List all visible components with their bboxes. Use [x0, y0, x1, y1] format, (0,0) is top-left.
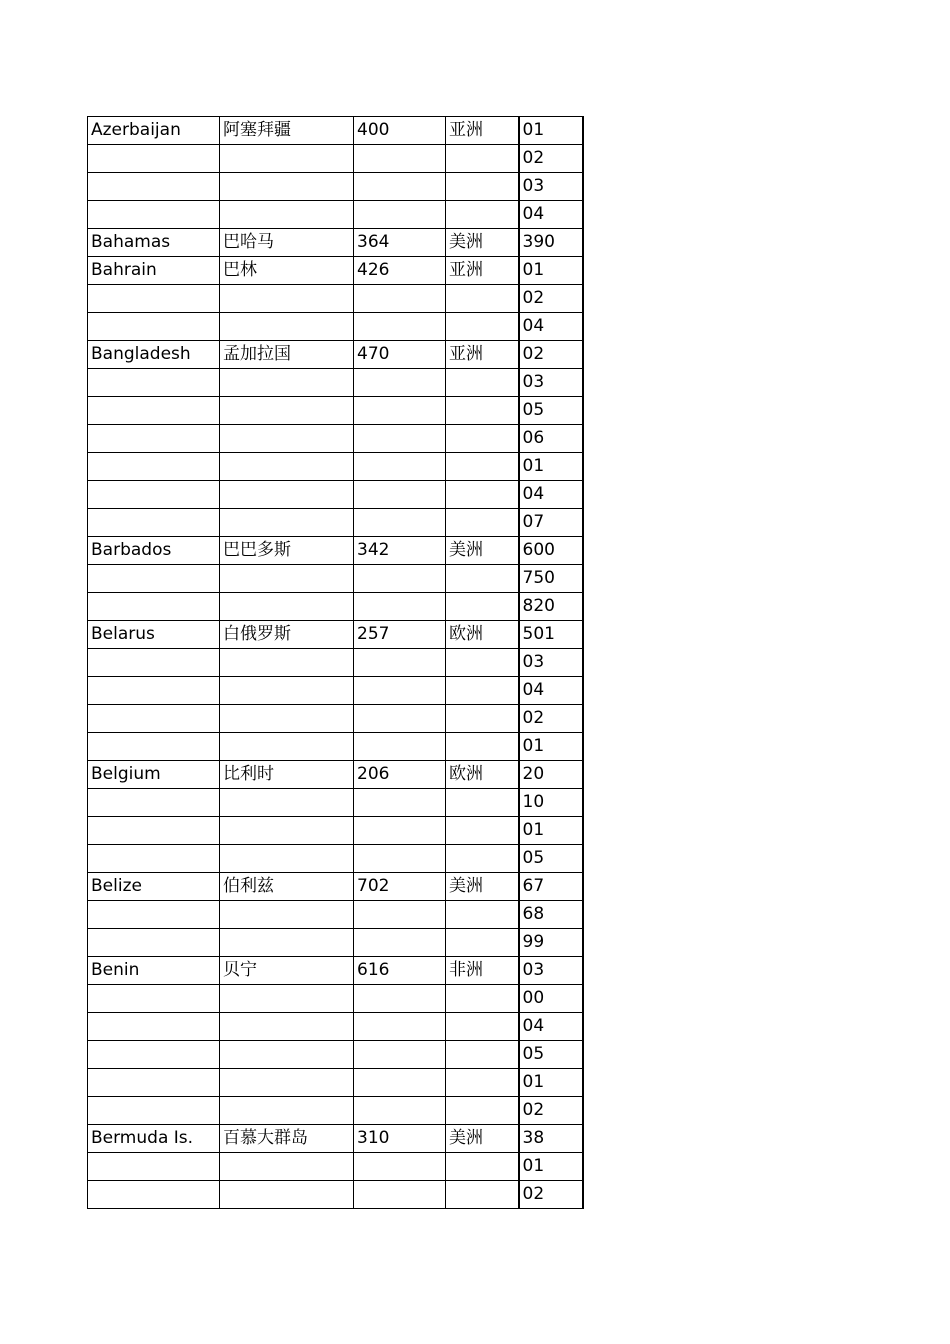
- country-code-table: [87, 116, 584, 1209]
- country-name-zh-cell: [220, 789, 354, 817]
- continent-cell: [446, 509, 519, 537]
- table-row: [88, 1153, 583, 1181]
- continent-cell: 亚洲: [446, 341, 519, 369]
- country-name-zh-cell: [220, 1013, 354, 1041]
- country-code-cell: 400: [354, 117, 446, 145]
- sub-code-cell: 67: [519, 873, 583, 901]
- country-name-zh-cell: 贝宁: [220, 957, 354, 985]
- country-name-en-cell: [88, 145, 220, 173]
- table-row: [88, 1125, 583, 1153]
- table-row: [88, 705, 583, 733]
- sub-code-cell: 07: [519, 509, 583, 537]
- country-name-zh-cell: [220, 1097, 354, 1125]
- country-code-cell: 616: [354, 957, 446, 985]
- country-name-en-cell: [88, 397, 220, 425]
- country-name-en-cell: [88, 1069, 220, 1097]
- continent-cell: [446, 201, 519, 229]
- country-name-en-cell: [88, 593, 220, 621]
- country-code-cell: 310: [354, 1125, 446, 1153]
- country-name-en-cell: Belarus: [88, 621, 220, 649]
- country-name-en-cell: Bangladesh: [88, 341, 220, 369]
- country-name-en-cell: [88, 565, 220, 593]
- country-name-en-cell: [88, 649, 220, 677]
- table-row: [88, 677, 583, 705]
- country-code-cell: [354, 845, 446, 873]
- country-name-en-cell: [88, 1097, 220, 1125]
- sub-code-cell: 03: [519, 173, 583, 201]
- continent-cell: [446, 1013, 519, 1041]
- country-name-zh-cell: [220, 397, 354, 425]
- country-name-en-cell: [88, 173, 220, 201]
- country-code-cell: [354, 1097, 446, 1125]
- country-name-zh-cell: [220, 593, 354, 621]
- country-name-zh-cell: [220, 985, 354, 1013]
- country-code-cell: 206: [354, 761, 446, 789]
- country-name-en-cell: [88, 1153, 220, 1181]
- continent-cell: [446, 845, 519, 873]
- sub-code-cell: 01: [519, 733, 583, 761]
- sub-code-cell: 20: [519, 761, 583, 789]
- continent-cell: [446, 985, 519, 1013]
- table-row: [88, 1041, 583, 1069]
- country-name-zh-cell: 巴哈马: [220, 229, 354, 257]
- sub-code-cell: 02: [519, 1181, 583, 1209]
- sub-code-cell: 00: [519, 985, 583, 1013]
- country-name-zh-cell: [220, 481, 354, 509]
- table-row: [88, 621, 583, 649]
- table-row: [88, 1069, 583, 1097]
- sub-code-cell: 02: [519, 341, 583, 369]
- country-code-cell: [354, 1013, 446, 1041]
- country-name-en-cell: Bermuda Is.: [88, 1125, 220, 1153]
- country-code-cell: [354, 1041, 446, 1069]
- country-code-cell: [354, 369, 446, 397]
- table-row: [88, 397, 583, 425]
- table-row: [88, 257, 583, 285]
- country-name-zh-cell: [220, 173, 354, 201]
- continent-cell: [446, 1181, 519, 1209]
- country-name-zh-cell: [220, 145, 354, 173]
- country-name-zh-cell: 巴林: [220, 257, 354, 285]
- country-code-cell: [354, 985, 446, 1013]
- country-name-en-cell: Belgium: [88, 761, 220, 789]
- sub-code-cell: 501: [519, 621, 583, 649]
- country-name-zh-cell: [220, 453, 354, 481]
- sub-code-cell: 04: [519, 677, 583, 705]
- country-name-zh-cell: [220, 705, 354, 733]
- continent-cell: 欧洲: [446, 761, 519, 789]
- sub-code-cell: 01: [519, 817, 583, 845]
- continent-cell: [446, 901, 519, 929]
- country-code-cell: [354, 145, 446, 173]
- continent-cell: [446, 565, 519, 593]
- sub-code-cell: 600: [519, 537, 583, 565]
- country-name-en-cell: [88, 453, 220, 481]
- sub-code-cell: 04: [519, 201, 583, 229]
- table-row: [88, 201, 583, 229]
- table-row: [88, 537, 583, 565]
- table-row: [88, 341, 583, 369]
- continent-cell: [446, 285, 519, 313]
- table-row: [88, 369, 583, 397]
- continent-cell: [446, 789, 519, 817]
- table-row: [88, 509, 583, 537]
- sub-code-cell: 38: [519, 1125, 583, 1153]
- table-row: [88, 593, 583, 621]
- country-code-cell: [354, 481, 446, 509]
- country-code-cell: [354, 173, 446, 201]
- continent-cell: [446, 705, 519, 733]
- country-name-en-cell: [88, 677, 220, 705]
- country-name-zh-cell: [220, 1069, 354, 1097]
- country-name-zh-cell: 白俄罗斯: [220, 621, 354, 649]
- country-code-cell: [354, 201, 446, 229]
- country-name-en-cell: [88, 901, 220, 929]
- sub-code-cell: 04: [519, 1013, 583, 1041]
- sub-code-cell: 05: [519, 397, 583, 425]
- country-name-en-cell: [88, 817, 220, 845]
- table-row: [88, 873, 583, 901]
- table-row: [88, 1013, 583, 1041]
- continent-cell: [446, 733, 519, 761]
- sub-code-cell: 01: [519, 1069, 583, 1097]
- country-code-cell: [354, 733, 446, 761]
- continent-cell: [446, 929, 519, 957]
- sub-code-cell: 02: [519, 145, 583, 173]
- country-code-cell: 257: [354, 621, 446, 649]
- table-row: [88, 453, 583, 481]
- table-row: [88, 789, 583, 817]
- continent-cell: [446, 425, 519, 453]
- country-name-en-cell: Barbados: [88, 537, 220, 565]
- country-name-zh-cell: [220, 313, 354, 341]
- country-code-cell: [354, 677, 446, 705]
- sub-code-cell: 01: [519, 117, 583, 145]
- country-code-cell: [354, 789, 446, 817]
- country-name-en-cell: [88, 1041, 220, 1069]
- sub-code-cell: 68: [519, 901, 583, 929]
- continent-cell: [446, 145, 519, 173]
- sub-code-cell: 10: [519, 789, 583, 817]
- country-code-cell: [354, 453, 446, 481]
- sub-code-cell: 820: [519, 593, 583, 621]
- table-row: [88, 1097, 583, 1125]
- country-name-en-cell: Bahamas: [88, 229, 220, 257]
- country-name-zh-cell: [220, 733, 354, 761]
- country-name-en-cell: [88, 789, 220, 817]
- continent-cell: 美洲: [446, 1125, 519, 1153]
- continent-cell: [446, 1097, 519, 1125]
- country-name-en-cell: [88, 1181, 220, 1209]
- table-row: [88, 957, 583, 985]
- sub-code-cell: 04: [519, 313, 583, 341]
- table-row: [88, 817, 583, 845]
- table-row: [88, 173, 583, 201]
- country-code-cell: [354, 1069, 446, 1097]
- continent-cell: [446, 1041, 519, 1069]
- continent-cell: [446, 481, 519, 509]
- country-name-zh-cell: [220, 1041, 354, 1069]
- sub-code-cell: 03: [519, 957, 583, 985]
- sub-code-cell: 01: [519, 1153, 583, 1181]
- continent-cell: [446, 649, 519, 677]
- table-row: [88, 733, 583, 761]
- country-name-en-cell: Bahrain: [88, 257, 220, 285]
- country-name-zh-cell: [220, 845, 354, 873]
- continent-cell: 亚洲: [446, 117, 519, 145]
- country-code-cell: 702: [354, 873, 446, 901]
- country-name-en-cell: [88, 285, 220, 313]
- country-name-zh-cell: [220, 425, 354, 453]
- sub-code-cell: 390: [519, 229, 583, 257]
- country-code-cell: [354, 509, 446, 537]
- continent-cell: [446, 397, 519, 425]
- table-row: [88, 929, 583, 957]
- country-name-zh-cell: [220, 509, 354, 537]
- country-name-en-cell: Benin: [88, 957, 220, 985]
- sub-code-cell: 03: [519, 369, 583, 397]
- country-name-zh-cell: [220, 1153, 354, 1181]
- sub-code-cell: 03: [519, 649, 583, 677]
- sub-code-cell: 05: [519, 845, 583, 873]
- continent-cell: 欧洲: [446, 621, 519, 649]
- continent-cell: [446, 817, 519, 845]
- country-name-zh-cell: [220, 565, 354, 593]
- country-name-en-cell: [88, 985, 220, 1013]
- country-code-cell: [354, 1153, 446, 1181]
- continent-cell: [446, 677, 519, 705]
- country-name-zh-cell: 阿塞拜疆: [220, 117, 354, 145]
- country-code-cell: 470: [354, 341, 446, 369]
- country-code-cell: [354, 313, 446, 341]
- sub-code-cell: 02: [519, 1097, 583, 1125]
- country-code-cell: [354, 397, 446, 425]
- table-row: [88, 761, 583, 789]
- country-code-cell: [354, 425, 446, 453]
- country-code-cell: [354, 565, 446, 593]
- country-name-en-cell: Belize: [88, 873, 220, 901]
- continent-cell: [446, 593, 519, 621]
- country-name-zh-cell: 巴巴多斯: [220, 537, 354, 565]
- country-code-cell: 426: [354, 257, 446, 285]
- country-code-cell: [354, 705, 446, 733]
- country-code-cell: [354, 929, 446, 957]
- continent-cell: [446, 453, 519, 481]
- sub-code-cell: 05: [519, 1041, 583, 1069]
- country-code-cell: 364: [354, 229, 446, 257]
- country-name-en-cell: [88, 929, 220, 957]
- continent-cell: [446, 1069, 519, 1097]
- country-name-en-cell: [88, 481, 220, 509]
- country-name-en-cell: [88, 369, 220, 397]
- table-row: [88, 145, 583, 173]
- continent-cell: [446, 369, 519, 397]
- continent-cell: 美洲: [446, 537, 519, 565]
- sub-code-cell: 02: [519, 705, 583, 733]
- continent-cell: [446, 173, 519, 201]
- country-name-zh-cell: [220, 201, 354, 229]
- country-code-cell: [354, 1181, 446, 1209]
- sub-code-cell: 01: [519, 257, 583, 285]
- table-row: [88, 901, 583, 929]
- country-name-en-cell: [88, 1013, 220, 1041]
- table-row: [88, 985, 583, 1013]
- continent-cell: 美洲: [446, 873, 519, 901]
- country-name-en-cell: [88, 845, 220, 873]
- country-code-cell: [354, 817, 446, 845]
- sub-code-cell: 04: [519, 481, 583, 509]
- country-name-zh-cell: [220, 817, 354, 845]
- country-name-zh-cell: 伯利兹: [220, 873, 354, 901]
- country-name-en-cell: [88, 509, 220, 537]
- table-row: [88, 481, 583, 509]
- country-code-cell: [354, 593, 446, 621]
- country-name-en-cell: [88, 705, 220, 733]
- country-name-zh-cell: [220, 677, 354, 705]
- country-name-zh-cell: [220, 1181, 354, 1209]
- country-name-en-cell: [88, 201, 220, 229]
- country-name-zh-cell: 孟加拉国: [220, 341, 354, 369]
- sub-code-cell: 02: [519, 285, 583, 313]
- country-code-cell: [354, 901, 446, 929]
- table-row: [88, 565, 583, 593]
- continent-cell: 非洲: [446, 957, 519, 985]
- sub-code-cell: 06: [519, 425, 583, 453]
- continent-cell: [446, 1153, 519, 1181]
- country-name-zh-cell: 百慕大群岛: [220, 1125, 354, 1153]
- country-name-zh-cell: [220, 901, 354, 929]
- country-name-zh-cell: 比利时: [220, 761, 354, 789]
- table-body: [88, 117, 583, 1209]
- country-name-en-cell: Azerbaijan: [88, 117, 220, 145]
- sub-code-cell: 01: [519, 453, 583, 481]
- sub-code-cell: 99: [519, 929, 583, 957]
- table-row: [88, 285, 583, 313]
- country-name-zh-cell: [220, 929, 354, 957]
- table-row: [88, 649, 583, 677]
- table-row: [88, 1181, 583, 1209]
- continent-cell: [446, 313, 519, 341]
- continent-cell: 亚洲: [446, 257, 519, 285]
- country-name-zh-cell: [220, 649, 354, 677]
- table-row: [88, 845, 583, 873]
- country-name-en-cell: [88, 425, 220, 453]
- table-row: [88, 117, 583, 145]
- country-name-en-cell: [88, 313, 220, 341]
- sub-code-cell: 750: [519, 565, 583, 593]
- country-name-zh-cell: [220, 285, 354, 313]
- country-name-en-cell: [88, 733, 220, 761]
- country-name-zh-cell: [220, 369, 354, 397]
- country-code-cell: 342: [354, 537, 446, 565]
- country-code-cell: [354, 649, 446, 677]
- table-row: [88, 425, 583, 453]
- table-row: [88, 229, 583, 257]
- continent-cell: 美洲: [446, 229, 519, 257]
- table-row: [88, 313, 583, 341]
- country-code-cell: [354, 285, 446, 313]
